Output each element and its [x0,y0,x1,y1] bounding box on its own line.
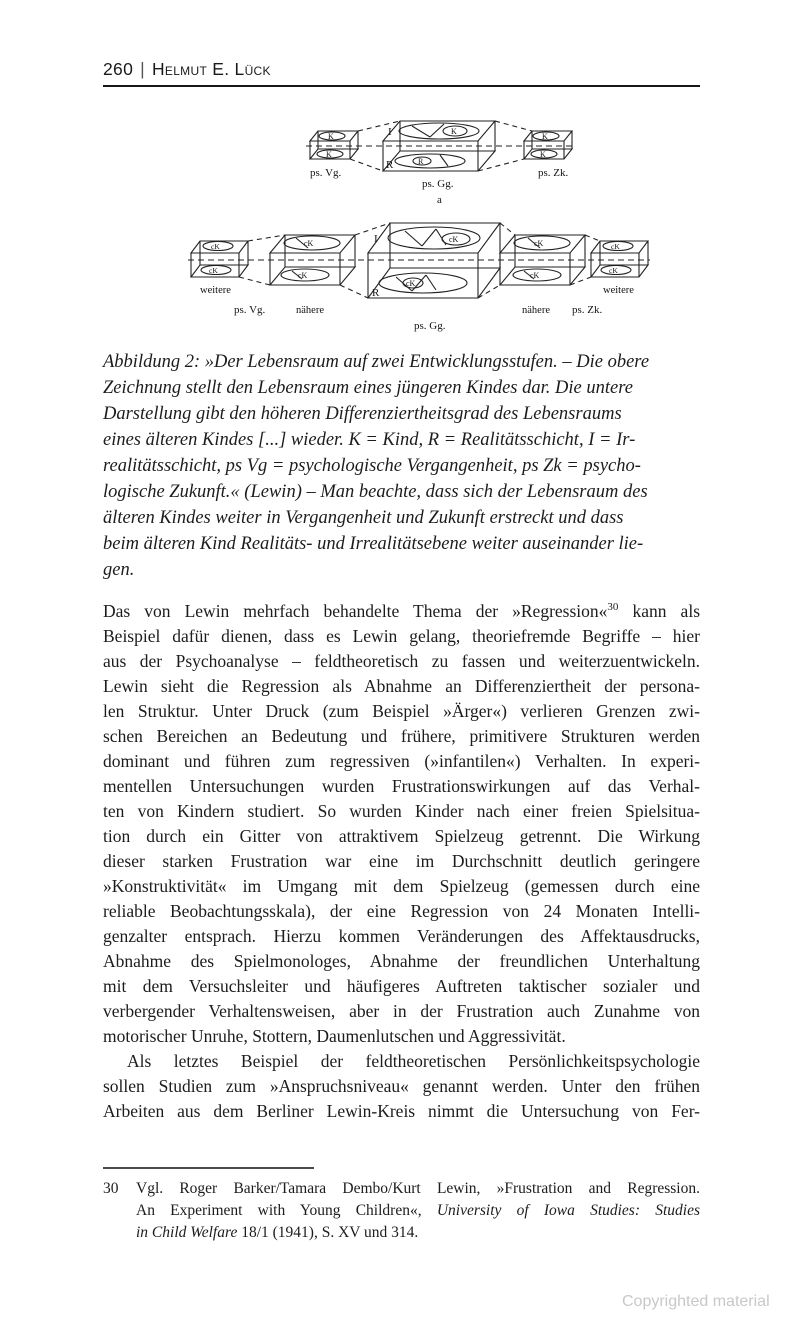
text-line: eines älteren Kindes [...] wieder. K = Kind, R = Realitätsschicht, I = Ir- [103,430,636,450]
text-line: mit dem Versuchsleiter und häufigeres Auftreten taktischer sozialer und [103,976,700,996]
label-child-b: cK [530,271,540,280]
label-sub-a: a [437,194,442,206]
footnote-30 [103,1178,700,1244]
text-line: sollen Studien zum »Anspruchsniveau« genannt werden. Unter den frühen [103,1076,700,1096]
label-child-b: cK [609,266,618,275]
label-child-a: R [418,157,424,166]
text-line [136,1200,700,1222]
text-line: Zeichnung stellt den Lebensraum eines jüngeren Kindes dar. Die untere [103,378,633,398]
header-separator: | [140,59,145,79]
footnote-text [136,1178,700,1244]
label-child-b: cK [449,235,459,244]
text-line: reliable Beobachtungsskala), der eine Regression von 24 Monaten Intelli- [103,901,700,921]
label-child-b: cK [304,239,314,248]
text-line [103,599,700,624]
label-reality-b: R [372,287,380,299]
text-line: motorischer Unruhe, Stottern, Daumenlutschen und Aggressivität. [103,1026,566,1046]
text-line: »Konstruktivität« im Umgang mit dem Spielzeug (gemessen durch eine [103,876,700,896]
text-line: Darstellung gibt den höheren Differenziertheitsgrad des Lebensraums [103,404,622,424]
text-line: Als letztes Beispiel der feldtheoretischen Persönlichkeitspsychologie [127,1051,700,1071]
text-line: aus der Psychoanalyse – feldtheoretisch zu fassen und weiterzuentwickeln. [103,651,700,671]
text-line: dieser starken Frustration war eine im Durchschnitt deutlich geringere [103,851,700,871]
body-p1-start-cont: kann als [618,601,700,621]
diagram-a [306,121,576,171]
text-line: ten von Kindern studiert. So wurden Kinder nach einer freien Spielsitua- [103,801,700,821]
label-child-a: K [328,132,334,141]
author-name: Helmut E. Lück [151,59,271,79]
text-line: beim älteren Kind Realitäts- und Irrealitätsebene weiter auseinander lie- [103,534,644,554]
text-line: Vgl. Roger Barker/Tamara Dembo/Kurt Lewin, »Frustration and Regression. [136,1180,700,1197]
diagram-a-right-box [524,131,572,159]
diagram-b [188,223,650,298]
text-line: logische Zukunft.« (Lewin) – Man beachte, dass sich der Lebensraum des [103,482,648,502]
label-irreality-b: I [374,233,378,245]
text-line: tion durch ein Gitter von attraktivem Spielzeug getrennt. Die Wirkung [103,826,700,846]
footnote-roman: 18/1 (1941), S. XV und 314. [237,1224,419,1241]
label-child-b: cK [298,271,308,280]
footnote-rule [103,1167,314,1169]
figure-caption [103,349,699,583]
copyright-watermark: Copyrighted material [622,1293,770,1310]
text-line [136,1222,700,1244]
label-weitere-right: weitere [603,285,634,296]
text-line: Abbildung 2: »Der Lebensraum auf zwei Entwicklungsstufen. – Die obere [103,352,650,372]
label-naehere-right: nähere [522,305,550,316]
text-line: Beispiel dafür dienen, dass es Lewin gelang, theoriefremde Begriffe – hier [103,626,700,646]
text-line: dominant und führen zum regressiven (»infantilen«) Verhalten. In experi- [103,751,700,771]
body-p2-lines [103,1074,700,1124]
text-line: len Struktur. Unter Druck (zum Beispiel »Ärger«) verlieren Grenzen zwi- [103,701,700,721]
label-child-b: cK [209,266,218,275]
text-line: mentellen Untersuchungen wurden Frustrationswirkungen auf das Verhal- [103,776,700,796]
label-child-b: cK [211,242,220,251]
text-line: Abnahme des Spielmonologes, Abnahme der freundlichen Unterhaltung [103,951,700,971]
text-line: schen Bereichen an Bedeutung und frühere, primitivere Strukturen werden [103,726,700,746]
body-text [103,599,700,1124]
lebensraum-diagram [100,103,700,345]
footnote-journal-italic: in Child Welfare [136,1224,238,1241]
label-child-a: K [451,127,457,136]
footnote-journal-italic: University of Iowa Studies: Studies [436,1202,700,1219]
label-ps-zk-a: ps. Zk. [538,167,569,179]
text-line: älteren Kindes weiter in Vergangenheit und Zukunft erstreckt und dass [103,508,624,528]
diagram-a-left-box [310,131,358,159]
text-line: verbergender Verhaltensweisen, aber in der Frustration auch Zunahme von [103,1001,700,1021]
footnote-roman: An Experiment with Young Children«, [136,1202,437,1219]
text-line: genzalter entsprach. Hierzu kommen Veränderungen des Affektausdrucks, [103,926,700,946]
label-irreality-a: I [388,126,392,138]
text-line: realitätsschicht, ps Vg = psychologische Vergangenheit, ps Zk = psycho- [103,456,641,476]
running-head [103,59,700,80]
label-ps-zk-b: ps. Zk. [572,304,603,316]
page-number: 260 [103,59,134,79]
text-line: Arbeiten aus dem Berliner Lewin-Kreis nimmt die Untersuchung von Fer- [103,1101,700,1121]
label-naehere-left: nähere [296,305,324,316]
label-child-b: cK [534,239,544,248]
label-child-a: K [542,132,548,141]
text-line: gen. [103,560,135,580]
label-child-a: K [540,150,546,159]
figure-lebensraum [100,103,700,345]
label-ps-vg-a: ps. Vg. [310,167,342,179]
label-child-b: cK [406,279,416,288]
footnote-number: 30 [103,1180,119,1197]
label-ps-gg-b: ps. Gg. [414,320,446,332]
label-ps-vg-b: ps. Vg. [234,304,266,316]
footnote-reference: 30 [607,601,619,614]
label-child-b: cK [611,242,620,251]
text-line: Lewin sieht die Regression als Abnahme an Differenziertheit der persona- [103,676,700,696]
body-p1-start: Das von Lewin mehrfach behandelte Thema der »Regression« [103,601,608,621]
body-p1-lines [103,624,700,1024]
header-rule [103,85,700,87]
label-reality-a: R [386,159,394,171]
label-ps-gg-a: ps. Gg. [422,178,454,190]
label-weitere-left: weitere [200,285,231,296]
label-child-a: K [326,150,332,159]
